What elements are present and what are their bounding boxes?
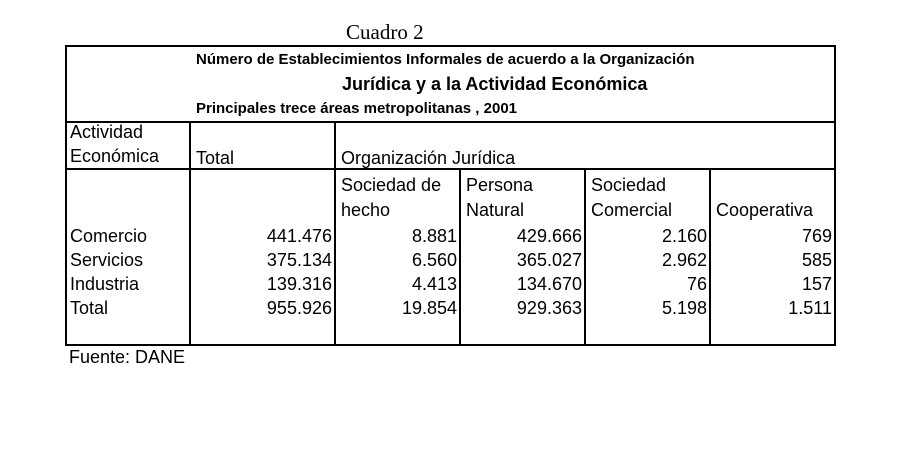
- cell-sociedad-comercial: 2.160: [661, 226, 707, 246]
- row-label: Servicios: [70, 250, 144, 270]
- header-sociedad-comercial-2: Comercial: [591, 200, 673, 220]
- row-label: Total: [70, 298, 109, 318]
- source-note: Fuente: DANE: [69, 347, 186, 367]
- table-title-line-3: Principales trece áreas metropolitanas , 2001: [196, 100, 517, 117]
- header-cooperativa: Cooperativa: [716, 200, 814, 220]
- table-title-block: [67, 47, 834, 123]
- cell-sociedad-comercial: 2.962: [661, 250, 707, 270]
- header-persona-natural: Persona: [466, 175, 534, 195]
- header-total: Total: [196, 148, 235, 168]
- cell-total: 375.134: [266, 250, 332, 270]
- data-table: [65, 45, 836, 346]
- cell-total: 955.926: [266, 298, 332, 318]
- cell-total: 441.476: [266, 226, 332, 246]
- cell-persona-natural: 429.666: [516, 226, 582, 246]
- header-economica: Económica: [70, 146, 160, 166]
- header-sociedad-hecho-2: hecho: [341, 200, 391, 220]
- row-label: Industria: [70, 274, 140, 294]
- header-sociedad-hecho: Sociedad de: [341, 175, 442, 195]
- cell-persona-natural: 365.027: [516, 250, 582, 270]
- cell-sociedad-comercial: 5.198: [661, 298, 707, 318]
- table-caption: Cuadro 2: [346, 20, 424, 44]
- row-label: Comercio: [70, 226, 148, 246]
- header-organizacion-juridica: Organización Jurídica: [341, 148, 516, 168]
- cell-cooperativa: 585: [801, 250, 832, 270]
- cell-persona-natural: 929.363: [516, 298, 582, 318]
- cell-total: 139.316: [266, 274, 332, 294]
- cell-sociedad-hecho: 8.881: [411, 226, 457, 246]
- cell-cooperativa: 157: [801, 274, 832, 294]
- cell-sociedad-hecho: 6.560: [411, 250, 457, 270]
- cell-sociedad-comercial: 76: [686, 274, 707, 294]
- cell-sociedad-hecho: 4.413: [411, 274, 457, 294]
- cell-sociedad-hecho: 19.854: [401, 298, 457, 318]
- header-sociedad-comercial: Sociedad: [591, 175, 667, 195]
- header-actividad: Actividad: [70, 122, 144, 142]
- cell-cooperativa: 1.511: [788, 298, 832, 318]
- cell-cooperativa: 769: [801, 226, 832, 246]
- header-persona-natural-2: Natural: [466, 200, 525, 220]
- cell-persona-natural: 134.670: [516, 274, 582, 294]
- table-title-line-1: Número de Establecimientos Informales de acuerdo a la Organización: [196, 51, 695, 68]
- table-title-line-2: Jurídica y a la Actividad Económica: [342, 74, 648, 94]
